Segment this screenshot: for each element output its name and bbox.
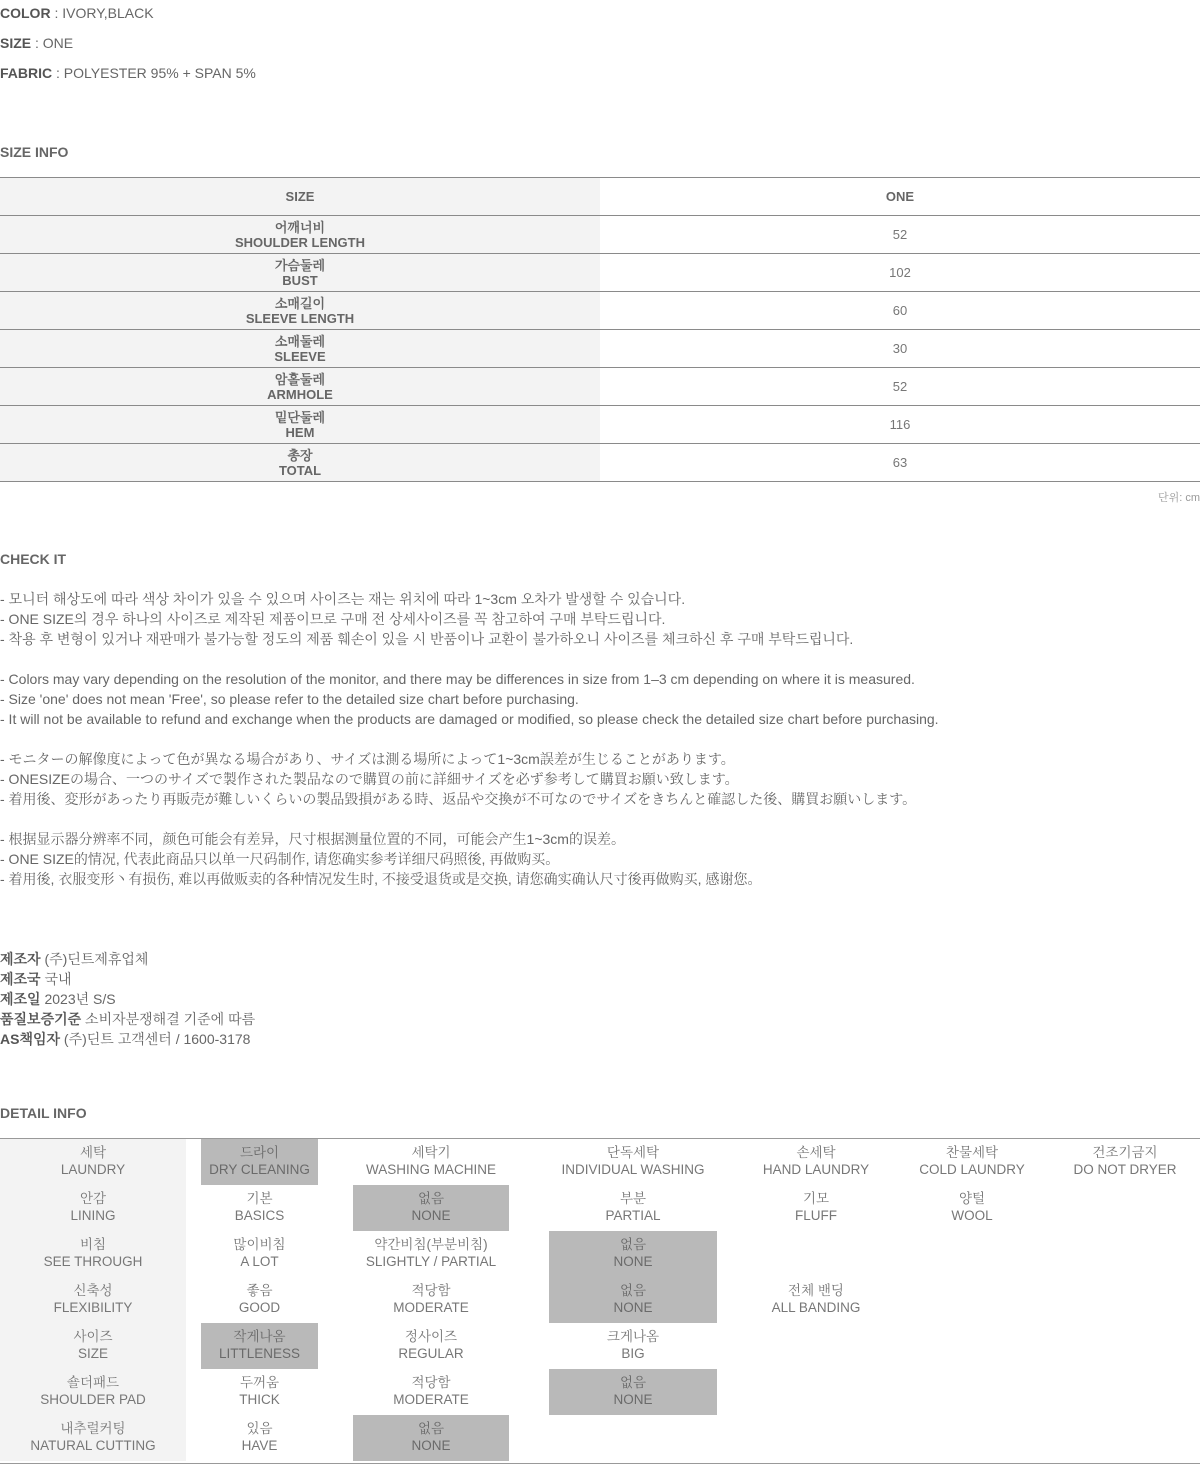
info-value: 소비자분쟁해결 기준에 따름	[81, 1011, 256, 1027]
size-row-label	[0, 444, 600, 482]
detail-row-label	[0, 1369, 186, 1415]
size-row-label	[0, 216, 600, 254]
option-en: BASICS	[234, 1208, 285, 1223]
size-row-label	[0, 368, 600, 406]
spec-label: SIZE	[0, 35, 32, 51]
option-ko: 작게나옴	[233, 1329, 286, 1344]
detail-row-label	[0, 1277, 186, 1323]
detail-option	[201, 1369, 318, 1415]
size-label-en: ARMHOLE	[267, 386, 333, 402]
size-label-en: SLEEVE LENGTH	[245, 310, 355, 326]
detail-option-selected	[201, 1139, 318, 1185]
size-label-ko: 밑단둘레	[274, 409, 326, 425]
option-ko: 많이비침	[233, 1237, 286, 1252]
size-table-header-row	[0, 178, 1200, 216]
size-label-ko: 총장	[287, 447, 313, 463]
size-label-en: BUST	[282, 272, 318, 288]
option-ko: 단독세탁	[606, 1145, 660, 1160]
option-en: BIG	[621, 1346, 645, 1361]
option-en: NONE	[613, 1254, 653, 1269]
note-line: - ONESIZEの場合、一つのサイズで製作された製品なので購買の前に詳細サイズを必ず参考して購買お願い致します。	[0, 771, 739, 787]
option-en: MODERATE	[393, 1392, 469, 1407]
option-en: LITTLENESS	[218, 1346, 301, 1361]
detail-option	[201, 1231, 318, 1277]
option-en: NONE	[613, 1300, 653, 1315]
label-ko: 사이즈	[73, 1329, 113, 1344]
detail-row-label	[0, 1323, 186, 1369]
info-label: 제조자	[0, 951, 41, 967]
detail-option	[549, 1185, 717, 1231]
label-en: LINING	[70, 1208, 116, 1223]
option-en: NONE	[411, 1208, 451, 1223]
spec-size	[0, 34, 73, 52]
option-ko: 없음	[619, 1375, 647, 1390]
option-en: NONE	[613, 1392, 653, 1407]
detail-row-label	[0, 1415, 186, 1461]
option-ko: 두꺼움	[239, 1375, 280, 1390]
size-row-label	[0, 254, 600, 292]
option-ko: 손세탁	[796, 1145, 836, 1160]
size-row-value: 60	[600, 292, 1200, 330]
label-en: NATURAL CUTTING	[30, 1438, 156, 1453]
check-it-notes-en	[0, 669, 939, 729]
size-label-ko: 어깨너비	[274, 219, 326, 235]
note-line: - モニターの解像度によって色が異なる場合があり、サイズは測る場所によって1~3cm誤差が生じることがあります。	[0, 751, 735, 767]
size-label-en: HEM	[285, 424, 315, 440]
check-it-notes-ko	[0, 589, 853, 649]
note-line: - Size 'one' does not mean 'Free', so please refer to the detailed size chart before purchasing.	[0, 691, 579, 707]
option-en: INDIVIDUAL WASHING	[561, 1162, 705, 1177]
option-en: HAVE	[241, 1438, 278, 1453]
option-ko: 좋음	[246, 1283, 273, 1298]
detail-row-shoulder-pad	[0, 1369, 1200, 1415]
detail-option	[201, 1415, 318, 1461]
option-ko: 세탁기	[411, 1145, 451, 1160]
detail-row-laundry	[0, 1139, 1200, 1185]
size-unit-note: 단위: cm	[1157, 492, 1200, 504]
note-line: - ONE SIZE的情况, 代表此商品只以单一尺码制作, 请您确实参考详细尺码照後, 再做购买。	[0, 851, 560, 867]
size-row-value: 52	[600, 368, 1200, 406]
option-en: WOOL	[951, 1208, 993, 1223]
label-ko: 안감	[79, 1191, 107, 1206]
detail-option	[756, 1139, 876, 1185]
option-ko: 기본	[246, 1191, 273, 1206]
spec-color	[0, 4, 154, 22]
size-header-label: SIZE	[0, 178, 600, 216]
size-label-en: TOTAL	[278, 462, 322, 478]
option-ko: 적당함	[411, 1283, 451, 1298]
option-ko: 있음	[246, 1421, 273, 1436]
detail-option	[340, 1231, 522, 1277]
detail-option	[756, 1185, 876, 1231]
detail-row-lining	[0, 1185, 1200, 1231]
detail-row-natural-cutting	[0, 1415, 1200, 1461]
check-it-notes-ja	[0, 749, 916, 809]
note-line: - 着用後、変形があったり再販売が難しいくらいの製品毀損がある時、返品や交換が不可なのでサイズをきちんと確認した後、購買お願いします。	[0, 791, 917, 807]
note-line: - Colors may vary depending on the resolution of the monitor, and there may be differences in size from 1–3 cm depending on where it is measured.	[0, 671, 915, 687]
info-line	[0, 1009, 255, 1029]
size-label-en: SLEEVE	[274, 348, 326, 364]
option-en: REGULAR	[398, 1346, 464, 1361]
detail-option	[549, 1323, 717, 1369]
option-en: HAND LAUNDRY	[762, 1162, 870, 1177]
size-row-value: 52	[600, 216, 1200, 254]
detail-option-selected	[549, 1231, 717, 1277]
detail-option-selected	[549, 1369, 717, 1415]
option-ko: 크게나옴	[606, 1329, 660, 1344]
size-label-ko: 가슴둘레	[274, 257, 326, 273]
note-line: - 根据显示器分辨率不同，颜色可能会有差异，尺寸根据测量位置的不同，可能会产生1~3cm的误差。	[0, 831, 625, 847]
size-row	[0, 406, 1200, 444]
size-row-label	[0, 406, 600, 444]
info-line	[0, 989, 255, 1009]
option-en: COLD LAUNDRY	[919, 1162, 1025, 1177]
info-label: 품질보증기준	[0, 1011, 82, 1027]
size-row	[0, 216, 1200, 254]
size-header-value: ONE	[600, 178, 1200, 216]
size-row-value: 30	[600, 330, 1200, 368]
note-line: - 착용 후 변형이 있거나 재판매가 불가능할 정도의 제품 훼손이 있을 시 반품이나 교환이 불가하오니 사이즈를 체크하신 후 구매 부탁드립니다.	[0, 631, 854, 647]
option-ko: 없음	[619, 1283, 647, 1298]
detail-option	[910, 1139, 1034, 1185]
info-value: 2023년 S/S	[40, 991, 116, 1007]
label-en: SIZE	[77, 1346, 108, 1361]
detail-row-flexibility	[0, 1277, 1200, 1323]
info-label: AS책임자	[0, 1031, 61, 1047]
label-ko: 비침	[79, 1237, 107, 1252]
size-row-label	[0, 330, 600, 368]
size-row-label	[0, 292, 600, 330]
option-en: DO NOT DRYER	[1073, 1162, 1177, 1177]
label-en: SEE THROUGH	[43, 1254, 143, 1269]
spec-label: COLOR	[0, 5, 51, 21]
detail-option	[1060, 1139, 1190, 1185]
info-value: (주)딘트 고객센터 / 1600-3178	[60, 1031, 251, 1047]
detail-row-label	[0, 1231, 186, 1277]
info-line	[0, 1029, 255, 1049]
size-row-value: 63	[600, 444, 1200, 482]
detail-option	[353, 1277, 509, 1323]
option-en: WASHING MACHINE	[365, 1162, 496, 1177]
info-line	[0, 969, 255, 989]
detail-option	[756, 1277, 876, 1323]
option-ko: 부분	[619, 1191, 647, 1206]
option-en: ALL BANDING	[771, 1300, 861, 1315]
spec-label: FABRIC	[0, 65, 53, 81]
option-en: FLUFF	[795, 1208, 837, 1223]
detail-row-label	[0, 1185, 186, 1231]
spec-value: : ONE	[31, 35, 74, 51]
detail-option-selected	[353, 1185, 509, 1231]
note-line: - ONE SIZE의 경우 하나의 사이즈로 제작된 제품이므로 구매 전 상세사이즈를 꼭 참고하여 구매 부탁드립니다.	[0, 611, 666, 627]
detail-option	[549, 1139, 717, 1185]
option-ko: 없음	[417, 1421, 445, 1436]
spec-value: : POLYESTER 95% + SPAN 5%	[52, 65, 256, 81]
detail-info-title: DETAIL INFO	[0, 1105, 87, 1121]
check-it-notes-zh	[0, 829, 761, 889]
option-ko: 건조기금지	[1092, 1145, 1158, 1160]
product-info	[0, 949, 255, 1049]
info-label: 제조국	[0, 971, 41, 987]
size-table	[0, 177, 1200, 482]
detail-option	[353, 1369, 509, 1415]
option-en: SLIGHTLY / PARTIAL	[365, 1254, 497, 1269]
option-en: A LOT	[240, 1254, 279, 1269]
label-ko: 신축성	[73, 1283, 113, 1298]
size-row	[0, 368, 1200, 406]
note-line: - 着用後, 衣服变形丶有损伤, 难以再做贩卖的各种情况发生时, 不接受退货或是交换, 请您确实确认尺寸後再做购买, 感谢您。	[0, 871, 762, 887]
label-ko: 세탁	[79, 1145, 107, 1160]
size-row-value: 116	[600, 406, 1200, 444]
size-info-title: SIZE INFO	[0, 144, 69, 160]
size-label-ko: 소매길이	[274, 295, 326, 311]
option-ko: 적당함	[411, 1375, 451, 1390]
option-en: THICK	[239, 1392, 280, 1407]
label-en: FLEXIBILITY	[53, 1300, 133, 1315]
detail-option	[353, 1139, 509, 1185]
size-row	[0, 444, 1200, 482]
spec-value: : IVORY,BLACK	[50, 5, 154, 21]
detail-row-label	[0, 1139, 186, 1185]
info-value: 국내	[40, 971, 72, 987]
size-label-ko: 암홀둘레	[274, 371, 326, 387]
spec-fabric	[0, 64, 256, 82]
option-ko: 약간비침(부분비침)	[374, 1237, 488, 1252]
check-it-title: CHECK IT	[0, 551, 67, 567]
detail-option-selected	[201, 1323, 318, 1369]
size-row-value: 102	[600, 254, 1200, 292]
size-row	[0, 292, 1200, 330]
option-ko: 없음	[619, 1237, 647, 1252]
info-value: (주)딘트제휴업체	[40, 951, 149, 967]
size-label-en: SHOULDER LENGTH	[235, 234, 365, 250]
detail-row-see-through	[0, 1231, 1200, 1277]
option-ko: 기모	[802, 1191, 830, 1206]
info-line	[0, 949, 255, 969]
option-en: NONE	[411, 1438, 451, 1453]
option-ko: 전체 밴딩	[788, 1283, 844, 1298]
detail-option-selected	[549, 1277, 717, 1323]
detail-option-selected	[353, 1415, 509, 1461]
detail-grid	[0, 1138, 1200, 1464]
option-ko: 드라이	[239, 1145, 280, 1160]
option-en: MODERATE	[393, 1300, 469, 1315]
label-en: SHOULDER PAD	[40, 1392, 146, 1407]
option-en: GOOD	[238, 1300, 281, 1315]
label-ko: 내추럴커팅	[60, 1421, 126, 1436]
detail-row-size	[0, 1323, 1200, 1369]
size-row	[0, 330, 1200, 368]
info-label: 제조일	[0, 991, 41, 1007]
note-line: - 모니터 해상도에 따라 색상 차이가 있을 수 있으며 사이즈는 재는 위치에 따라 1~3cm 오차가 발생할 수 있습니다.	[0, 591, 686, 607]
option-ko: 양털	[958, 1191, 986, 1206]
detail-option	[201, 1277, 318, 1323]
detail-option	[201, 1185, 318, 1231]
detail-option	[910, 1185, 1034, 1231]
option-en: DRY CLEANING	[209, 1162, 310, 1177]
option-ko: 정사이즈	[404, 1329, 458, 1344]
size-row	[0, 254, 1200, 292]
option-en: PARTIAL	[605, 1208, 661, 1223]
note-line: - It will not be available to refund and exchange when the products are damaged or modified, so please check the detailed size chart before purchasing.	[0, 711, 939, 727]
detail-option	[353, 1323, 509, 1369]
label-ko: 숄더패드	[66, 1375, 120, 1390]
size-label-ko: 소매둘레	[274, 333, 326, 349]
label-en: LAUNDRY	[60, 1162, 126, 1177]
option-ko: 없음	[417, 1191, 445, 1206]
option-ko: 찬물세탁	[945, 1145, 999, 1160]
